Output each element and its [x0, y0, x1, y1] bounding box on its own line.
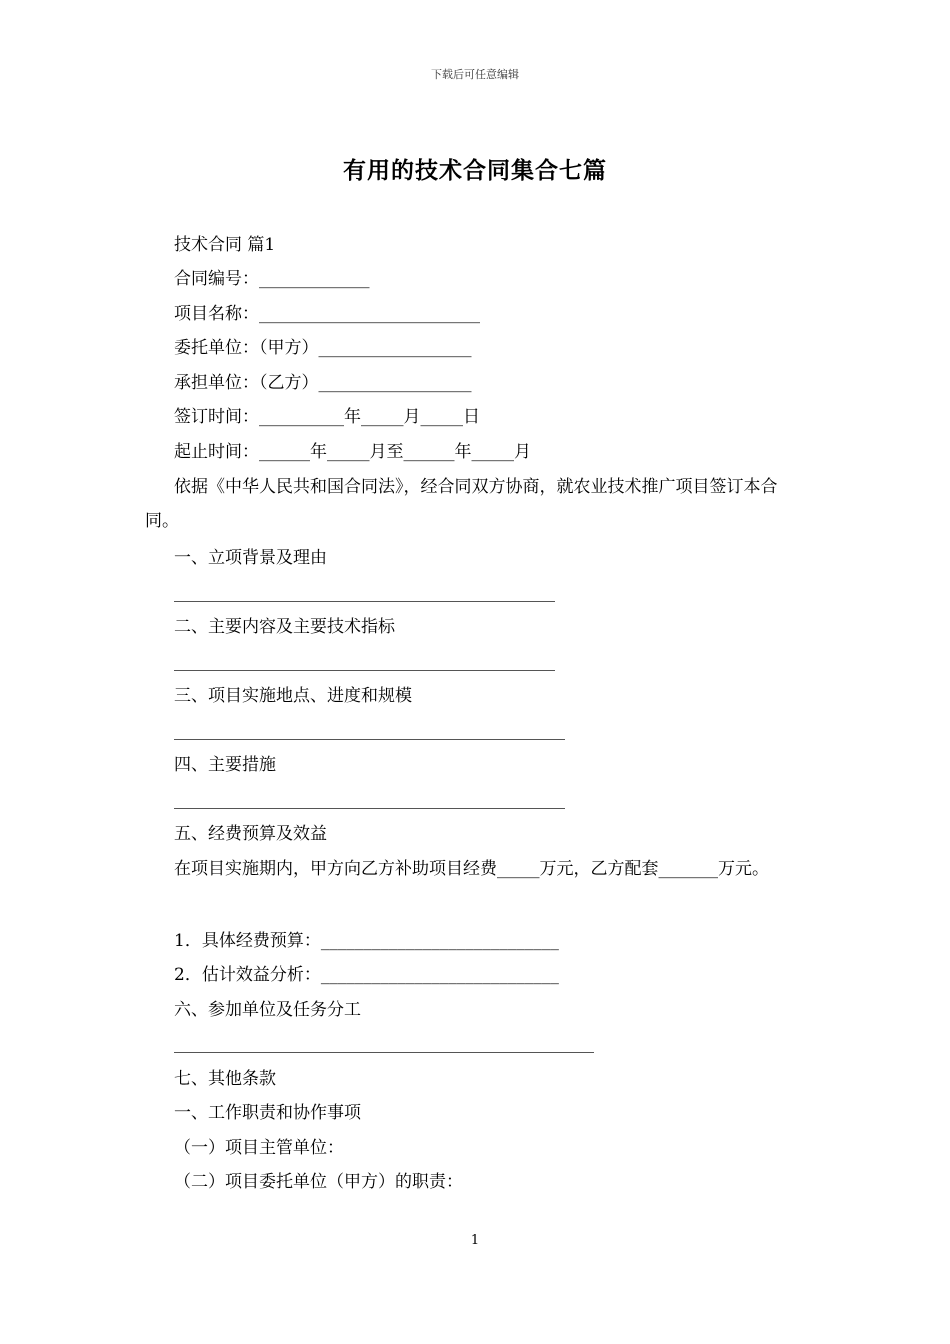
contract-heading: 技术合同 篇1	[174, 235, 276, 255]
section-3-blank-rule	[174, 739, 565, 740]
duties-heading: 一、工作职责和协作事项	[174, 1103, 361, 1123]
contract-number-line: 合同编号：_____________	[174, 269, 370, 289]
page-number: 1	[470, 1233, 480, 1248]
section-3-heading: 三、项目实施地点、进度和规模	[174, 686, 412, 706]
section-5-heading: 五、经费预算及效益	[174, 824, 327, 844]
section-2-heading: 二、主要内容及主要技术指标	[174, 617, 395, 637]
section-6-heading: 六、参加单位及任务分工	[174, 1000, 361, 1020]
section-2-blank-rule	[174, 670, 555, 671]
contractor-unit-line: 承担单位：（乙方）__________________	[174, 373, 472, 393]
period-line: 起止时间：______年_____月至______年_____月	[174, 442, 531, 462]
project-name-line: 项目名称：__________________________	[174, 304, 480, 324]
duty-item-2: （二）项目委托单位（甲方）的职责：	[174, 1172, 463, 1192]
duty-item-1: （一）项目主管单位：	[174, 1138, 344, 1158]
document-title: 有用的技术合同集合七篇	[343, 157, 607, 184]
page-header-note: 下载后可任意编辑	[431, 68, 519, 81]
section-1-heading: 一、立项背景及理由	[174, 548, 327, 568]
section-4-heading: 四、主要措施	[174, 755, 276, 775]
funding-paragraph: 在项目实施期内，甲方向乙方补助项目经费_____万元，乙方配套_______万元。	[174, 859, 769, 879]
signing-date-line: 签订时间：__________年_____月_____日	[174, 407, 480, 427]
section-4-blank-rule	[174, 808, 565, 809]
budget-detail-line: 1．具体经费预算：____________________________	[174, 931, 559, 951]
benefit-analysis-line: 2．估计效益分析：____________________________	[174, 965, 559, 985]
section-6-blank-rule	[174, 1052, 594, 1053]
section-1-blank-rule	[174, 601, 555, 602]
client-unit-line: 委托单位：（甲方）__________________	[174, 338, 472, 358]
basis-paragraph: 依据《中华人民共和国合同法》，经合同双方协商，就农业技术推广项目签订本合同。	[145, 477, 778, 531]
section-7-heading: 七、其他条款	[174, 1069, 276, 1089]
